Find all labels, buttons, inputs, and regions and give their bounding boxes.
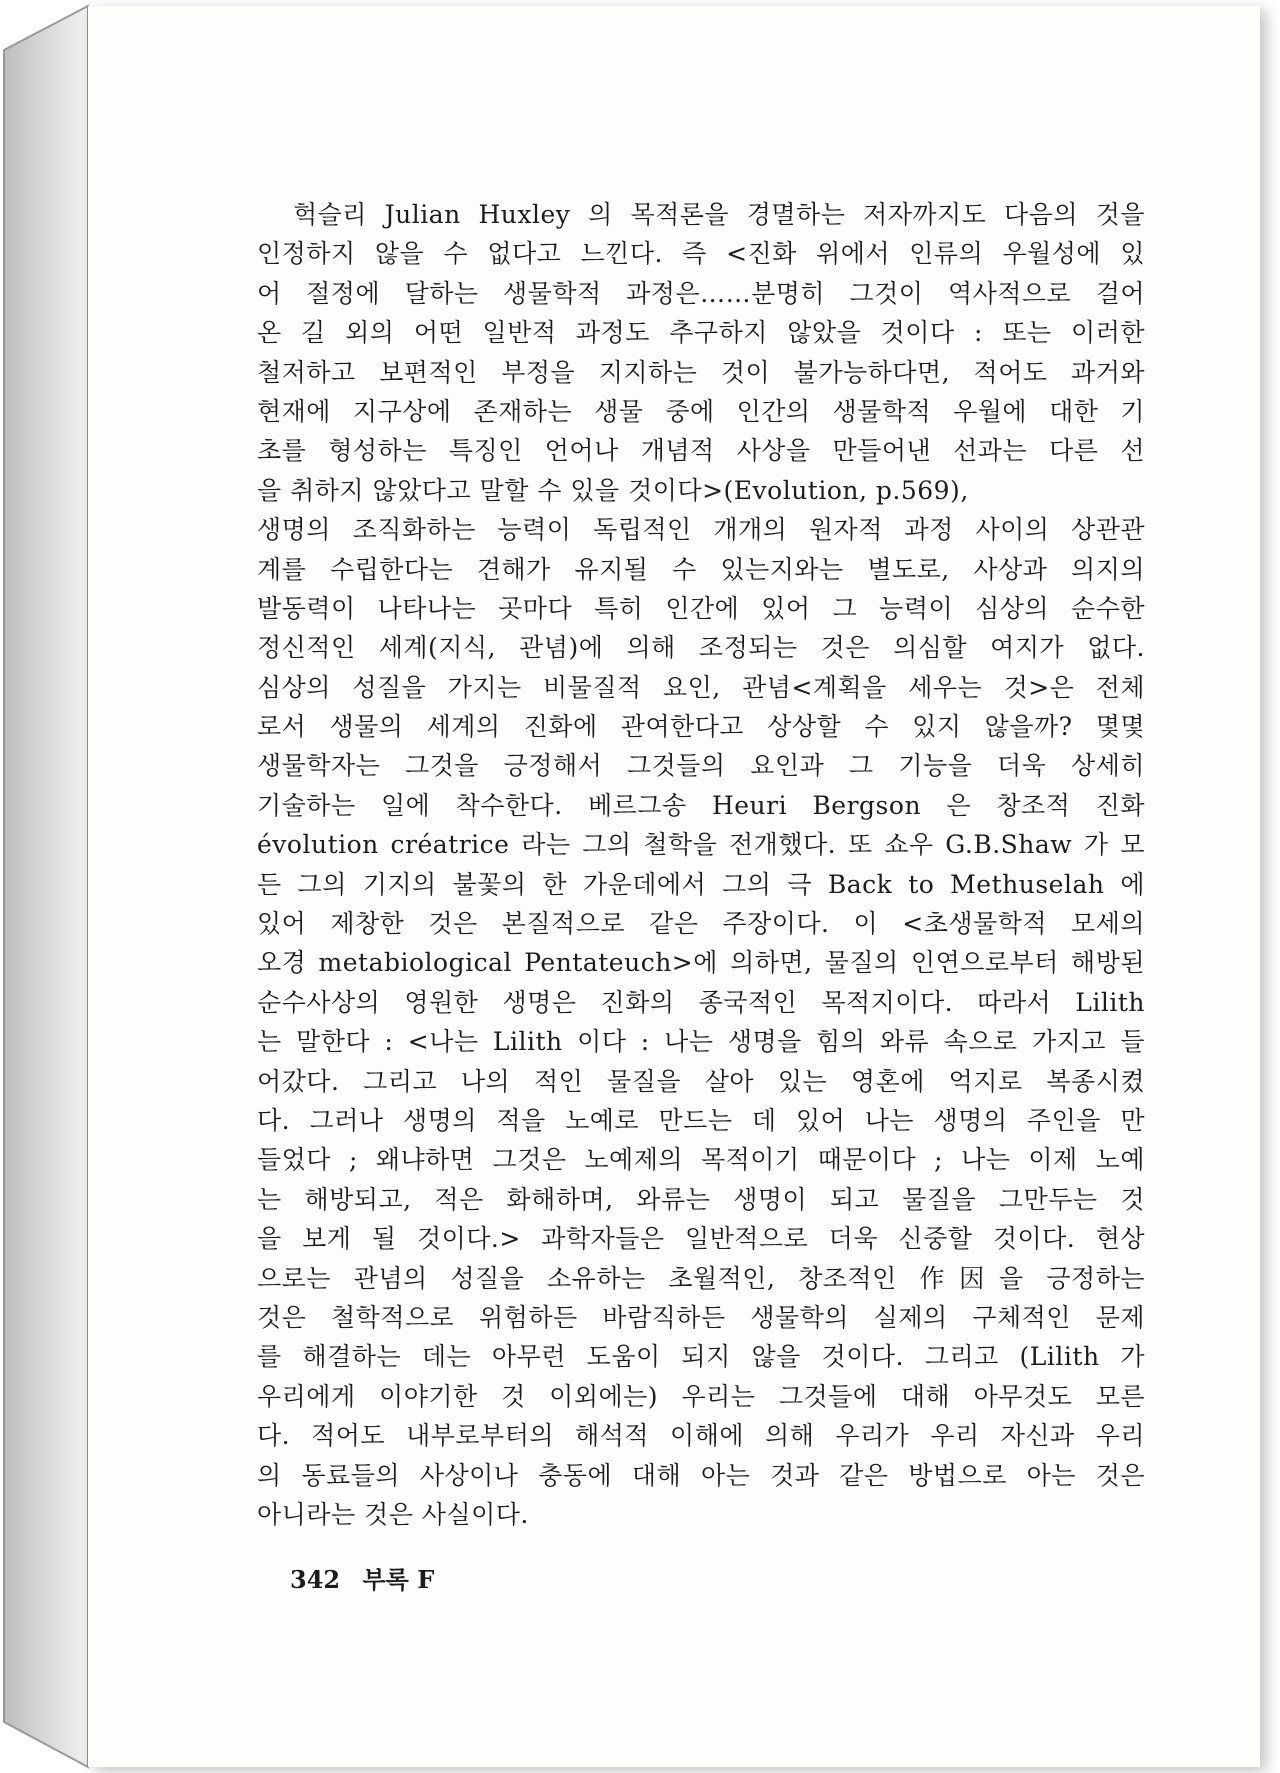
- text-line: 계를 수립한다는 견해가 유지될 수 있는지와는 별도로, 사상과 의지의: [257, 554, 1145, 584]
- text-line: 어 절정에 달하는 생물학적 과정은……분명히 그것이 역사적으로 걸어: [257, 278, 1145, 308]
- text-line: 생물학자는 그것을 긍정해서 그것들의 요인과 그 기능을 더욱 상세히: [257, 751, 1145, 781]
- text-line: 순수사상의 영원한 생명은 진화의 종국적인 목적지이다. 따라서 Lilith: [257, 987, 1145, 1017]
- text-line: 철저하고 보편적인 부정을 지지하는 것이 불가능하다면, 적어도 과거와: [257, 357, 1145, 387]
- text-line: 생명의 조직화하는 능력이 독립적인 개개의 원자적 과정 사이의 상관관: [257, 515, 1145, 545]
- text-line: 현재에 지구상에 존재하는 생물 중에 인간의 생물학적 우월에 대한 기: [257, 396, 1145, 426]
- text-line: 초를 형성하는 특징인 언어나 개념적 사상을 만들어낸 선과는 다른 선: [257, 436, 1145, 466]
- text-line: 온 길 외의 어떤 일반적 과정도 추구하지 않았을 것이다 : 또는 이러한: [257, 318, 1145, 348]
- text-line: 의 동료들의 사상이나 충동에 대해 아는 것과 같은 방법으로 아는 것은: [257, 1460, 1145, 1490]
- text-line: 는 말한다 : <나는 Lilith 이다 : 나는 생명을 힘의 와류 속으로 가지고 들: [257, 1027, 1145, 1057]
- text-line: 오경 metabiological Pentateuch>에 의하면, 물질의 인연으로부터 해방된: [257, 948, 1145, 978]
- text-line: 인정하지 않을 수 없다고 느낀다. 즉 <진화 위에서 인류의 우월성에 있: [257, 239, 1145, 269]
- text-line: 어갔다. 그리고 나의 적인 물질을 살아 있는 영혼에 억지로 복종시켰: [257, 1066, 1145, 1096]
- text-line: 들었다 ; 왜냐하면 그것은 노예제의 목적이기 때문이다 ; 나는 이제 노예: [257, 1145, 1145, 1175]
- section-label: 부록 F: [362, 1565, 435, 1594]
- body-text: [257, 195, 1145, 1534]
- text-line: 헉슬리 Julian Huxley 의 목적론을 경멸하는 저자까지도 다음의 것을: [293, 200, 1145, 229]
- text-line: 을 취하지 않았다고 말할 수 있을 것이다>(Evolution, p.569),: [257, 475, 969, 505]
- text-line: 는 해방되고, 적은 화해하며, 와류는 생명이 되고 물질을 그만두는 것: [257, 1184, 1145, 1214]
- text-line: 으로는 관념의 성질을 소유하는 초월적인, 창조적인 作因을 긍정하는: [257, 1263, 1145, 1293]
- text-line: 든 그의 기지의 불꽃의 한 가운데에서 그의 극 Back to Methuselah 에: [257, 869, 1145, 899]
- text-line: 발동력이 나타나는 곳마다 특히 인간에 있어 그 능력이 심상의 순수한: [257, 593, 1145, 623]
- page-number: 342: [290, 1565, 341, 1594]
- text-line: 다. 그러나 생명의 적을 노예로 만드는 데 있어 나는 생명의 주인을 만: [257, 1105, 1145, 1135]
- text-line: 정신적인 세계(지식, 관념)에 의해 조정되는 것은 의심할 여지가 없다.: [257, 633, 1145, 663]
- text-line: 심상의 성질을 가지는 비물질적 요인, 관념<계획을 세우는 것>은 전체: [257, 672, 1145, 702]
- text-line: 우리에게 이야기한 것 이외에는) 우리는 그것들에 대해 아무것도 모른: [257, 1381, 1145, 1411]
- page-footer: [290, 1560, 448, 1595]
- text-line: 로서 생물의 세계의 진화에 관여한다고 상상할 수 있지 않을까? 몇몇: [257, 712, 1145, 742]
- text-line: 을 보게 될 것이다.> 과학자들은 일반적으로 더욱 신중할 것이다. 현상: [257, 1224, 1145, 1254]
- text-line: 다. 적어도 내부로부터의 해석적 이해에 의해 우리가 우리 자신과 우리: [257, 1421, 1145, 1451]
- text-line: 것은 철학적으로 위험하든 바람직하든 생물학의 실제의 구체적인 문제: [257, 1302, 1145, 1332]
- text-line: 기술하는 일에 착수한다. 베르그송 Heuri Bergson 은 창조적 진화: [257, 790, 1145, 820]
- text-line: 있어 제창한 것은 본질적으로 같은 주장이다. 이 <초생물학적 모세의: [257, 909, 1145, 939]
- text-line: évolution créatrice 라는 그의 철학을 전개했다. 또 쇼우 G.B.Shaw 가 모: [257, 830, 1145, 860]
- text-line: 를 해결하는 데는 아무런 도움이 되지 않을 것이다. 그리고 (Lilith 가: [257, 1342, 1145, 1372]
- text-line: 아니라는 것은 사실이다.: [257, 1499, 529, 1529]
